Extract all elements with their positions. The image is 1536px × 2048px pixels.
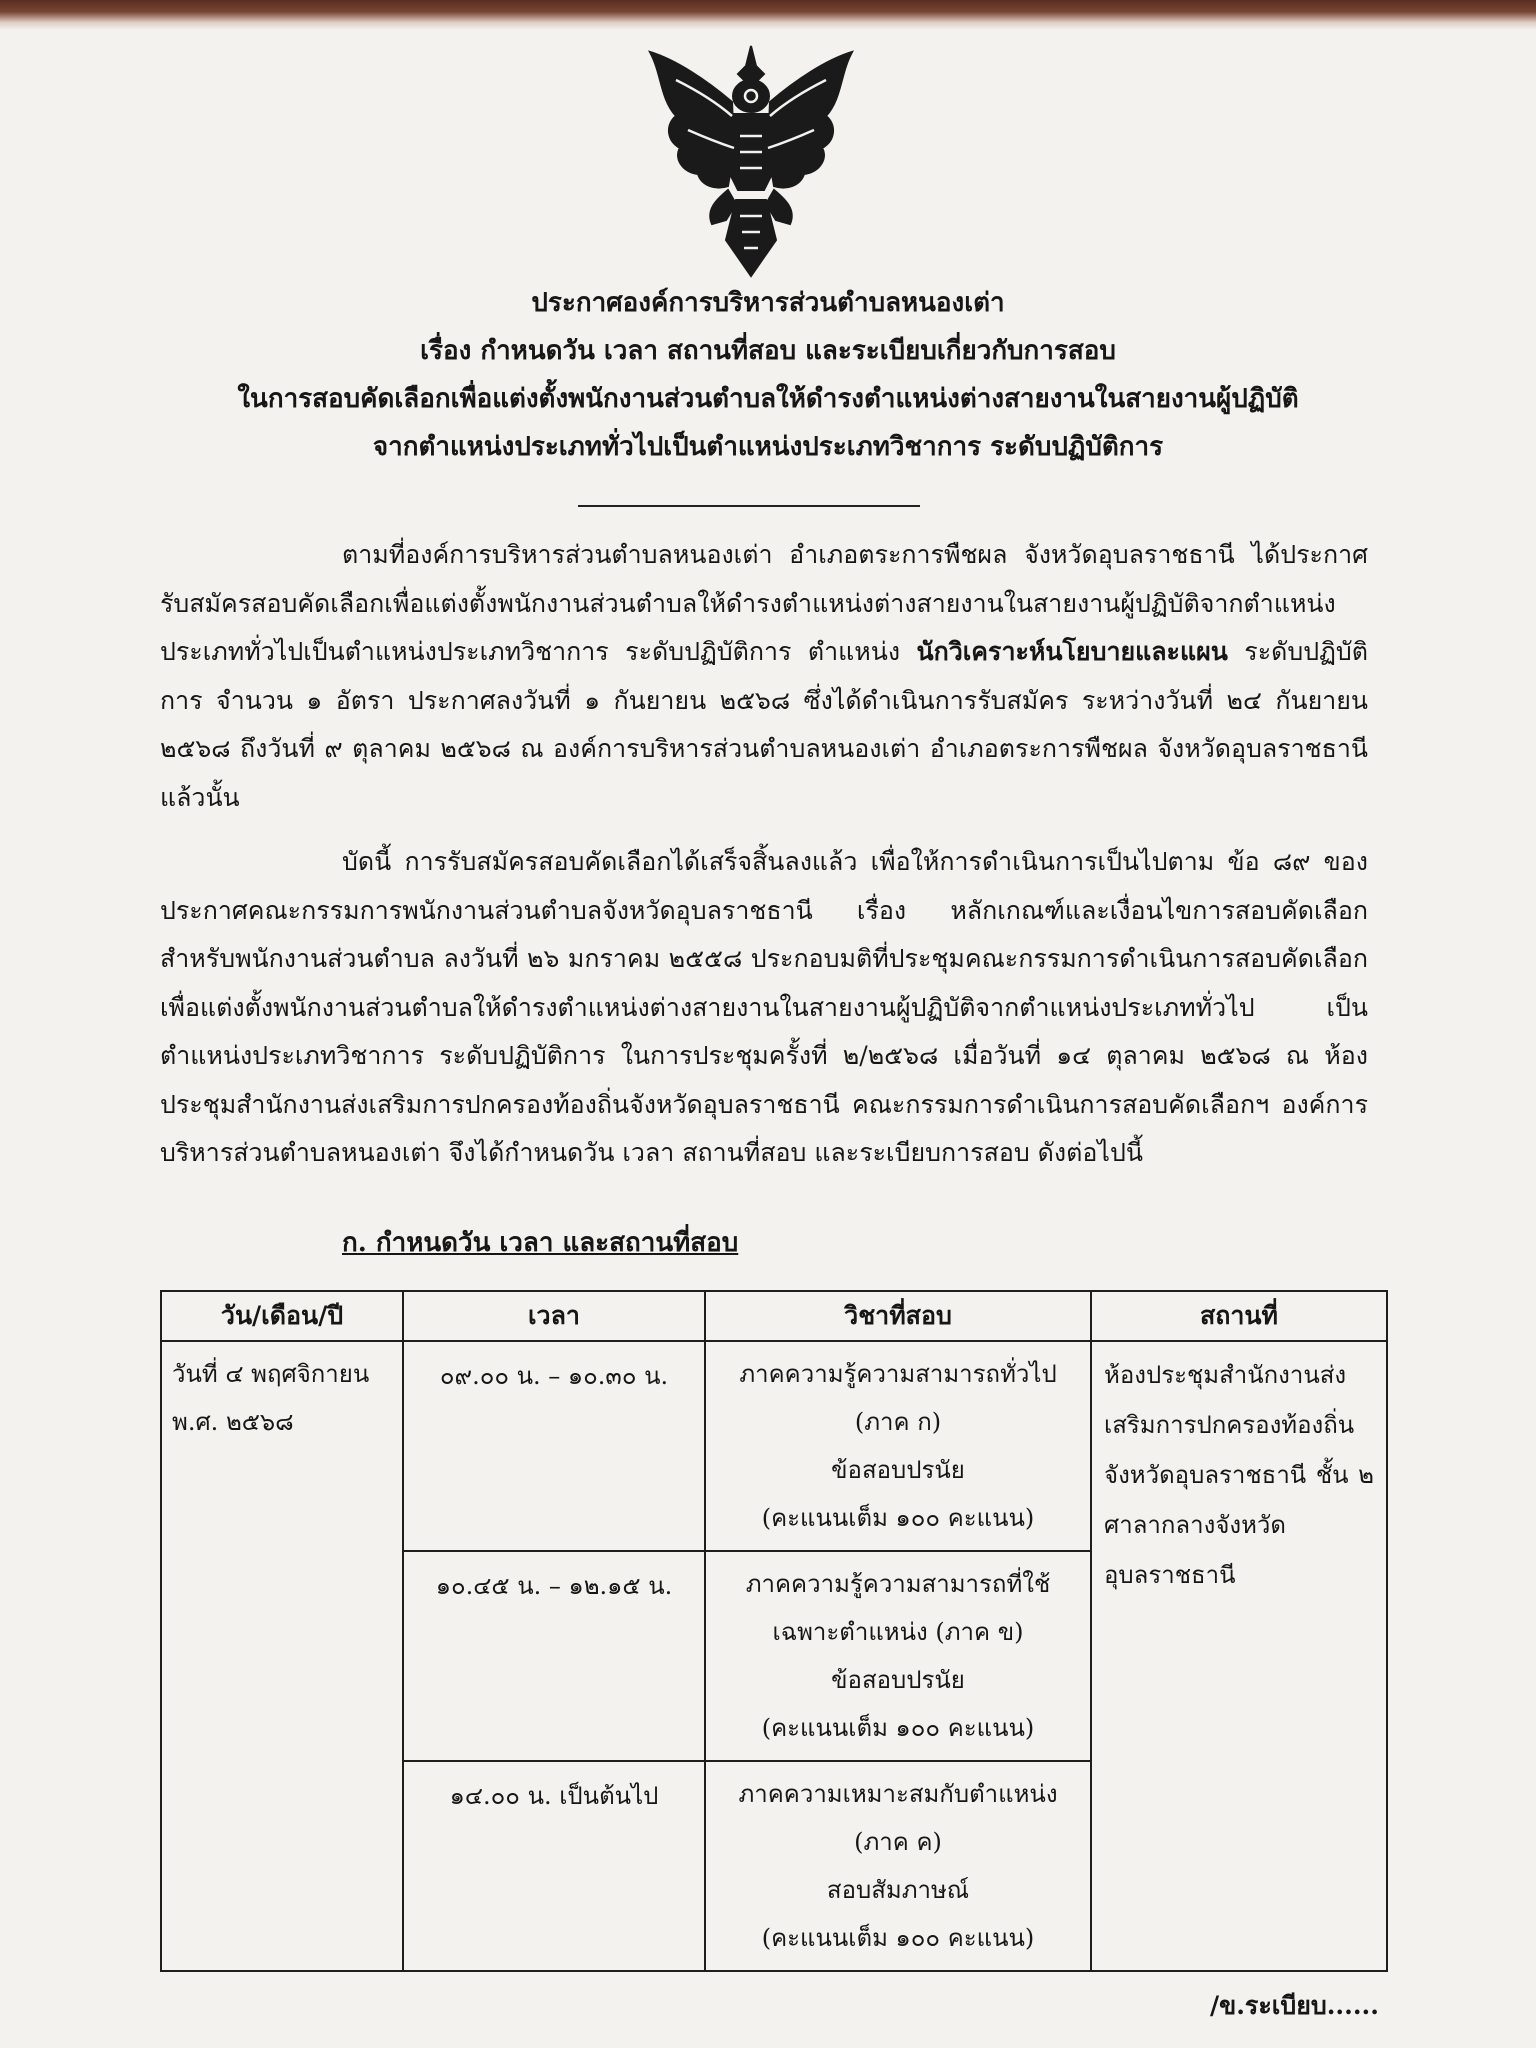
announcement-subject-line3: จากตำแหน่งประเภททั่วไปเป็นตำแหน่งประเภทวิชาการ ระดับปฏิบัติการ [372, 432, 1164, 462]
exam-date-cell [161, 1341, 403, 1971]
announcement-subject-line2: ในการสอบคัดเลือกเพื่อแต่งตั้งพนักงานส่วนตำบลให้ดำรงตำแหน่งต่างสายงานในสายงานผู้ปฏิบัติ [237, 384, 1299, 414]
subject-cell [705, 1551, 1091, 1761]
paragraph-1-text-a: ตามที่องค์การบริหารส่วนตำบลหนองเต่า อำเภอตระการพืชผล จังหวัดอุบลราชธานี ได้ประกาศรับสมัครสอบคัดเลือกเพื่อแต่งตั้งพนักงานส่วนตำบลให้ดำรงตำแหน่งต่างสายงานในสายงานผู้ปฏิบัติจากตำแหน่งประเภททั่วไปเป็นตำแหน่งประเภทวิชาการ ระดับปฏิบัติการ ตำแหน่ง [160, 540, 1368, 666]
time-cell: ๑๐.๔๕ น. – ๑๒.๑๕ น. [403, 1551, 705, 1761]
subject-line: (คะแนนเต็ม ๑๐๐ คะแนน) [761, 1924, 1035, 1952]
header-subject: วิชาที่สอบ [705, 1291, 1091, 1341]
subject-line: (ภาค ก) [854, 1408, 942, 1436]
garuda-emblem-icon [636, 40, 866, 280]
subject-cell [705, 1341, 1091, 1551]
subject-line: เฉพาะตำแหน่ง (ภาค ข) [772, 1618, 1024, 1646]
subject-line: (คะแนนเต็ม ๑๐๐ คะแนน) [761, 1504, 1035, 1532]
header-place: สถานที่ [1091, 1291, 1387, 1341]
subject-line: ภาคความรู้ความสามารถทั่วไป [739, 1360, 1057, 1388]
time-cell: ๐๙.๐๐ น. – ๑๐.๓๐ น. [403, 1341, 705, 1551]
title-divider [578, 505, 920, 507]
continuation-note: /ข.ระเบียบ...... [1210, 1991, 1379, 2020]
subject-cell [705, 1761, 1091, 1971]
subject-line: (คะแนนเต็ม ๑๐๐ คะแนน) [761, 1714, 1035, 1742]
subject-line: ข้อสอบปรนัย [831, 1456, 965, 1484]
subject-line: ภาคความรู้ความสามารถที่ใช้ [745, 1570, 1051, 1598]
announcement-subject: เรื่อง กำหนดวัน เวลา สถานที่สอบ และระเบียบเกี่ยวกับการสอบ [420, 336, 1116, 366]
body-paragraph-1 [160, 531, 1368, 822]
section-a-title: ก. กำหนดวัน เวลา และสถานที่สอบ [342, 1228, 739, 1258]
header-date: วัน/เดือน/ปี [161, 1291, 403, 1341]
subject-line: ข้อสอบปรนัย [831, 1666, 965, 1694]
exam-place-cell: ห้องประชุมสำนักงานส่งเสริมการปกครองท้องถิ่นจังหวัดอุบลราชธานี ชั้น ๒ ศาลากลางจังหวัดอุบลราชธานี [1091, 1341, 1387, 1971]
position-name: นักวิเคราะห์นโยบายและแผน [916, 637, 1228, 666]
exam-schedule-table [160, 1290, 1388, 1972]
header-time: เวลา [403, 1291, 705, 1341]
exam-date-year: พ.ศ. ๒๕๖๘ [172, 1408, 294, 1436]
body-paragraph-2: บัดนี้ การรับสมัครสอบคัดเลือกได้เสร็จสิ้นลงแล้ว เพื่อให้การดำเนินการเป็นไปตาม ข้อ ๘๙ ของประกาศคณะกรรมการพนักงานส่วนตำบลจังหวัดอุบลราชธานี เรื่อง หลักเกณฑ์และเงื่อนไขการสอบคัดเลือกสำหรับพนักงานส่วนตำบล ลงวันที่ ๒๖ มกราคม ๒๕๕๘ ประกอบมติที่ประชุมคณะกรรมการดำเนินการสอบคัดเลือกเพื่อแต่งตั้งพนักงานส่วนตำบลให้ดำรงตำแหน่งต่างสายงานในสายงานผู้ปฏิบัติจากตำแหน่งประเภททั่วไป เป็นตำแหน่งประเภทวิชาการ ระดับปฏิบัติการ ในการประชุมครั้งที่ ๒/๒๕๖๘ เมื่อวันที่ ๑๔ ตุลาคม ๒๕๖๘ ณ ห้องประชุมสำนักงานส่งเสริมการปกครองท้องถิ่นจังหวัดอุบลราชธานี คณะกรรมการดำเนินการสอบคัดเลือกฯ องค์การบริหารส่วนตำบลหนองเต่า จึงได้กำหนดวัน เวลา สถานที่สอบ และระเบียบการสอบ ดังต่อไปนี้ [160, 847, 1368, 1167]
subject-line: (ภาค ค) [854, 1828, 942, 1856]
exam-date-day: วันที่ ๔ พฤศจิกายน [172, 1360, 370, 1388]
subject-line: สอบสัมภาษณ์ [826, 1876, 970, 1904]
announcement-issuer: ประกาศองค์การบริหารส่วนตำบลหนองเต่า [531, 288, 1005, 318]
paragraph-1-text-b: ระดับปฏิบัติการ จำนวน ๑ อัตรา ประกาศลงวันที่ ๑ กันยายน ๒๕๖๘ ซึ่งได้ดำเนินการรับสมัคร ระหว่างวันที่ ๒๔ กันยายน ๒๕๖๘ ถึงวันที่ ๙ ตุลาคม ๒๕๖๘ ณ องค์การบริหารส่วนตำบลหนองเต่า อำเภอตระการพืชผล จังหวัดอุบลราชธานี แล้วนั้น [160, 637, 1368, 812]
table-header-row [161, 1291, 1387, 1341]
subject-line: ภาคความเหมาะสมกับตำแหน่ง [738, 1780, 1058, 1808]
time-cell: ๑๔.๐๐ น. เป็นต้นไป [403, 1761, 705, 1971]
table-row [161, 1341, 1387, 1551]
